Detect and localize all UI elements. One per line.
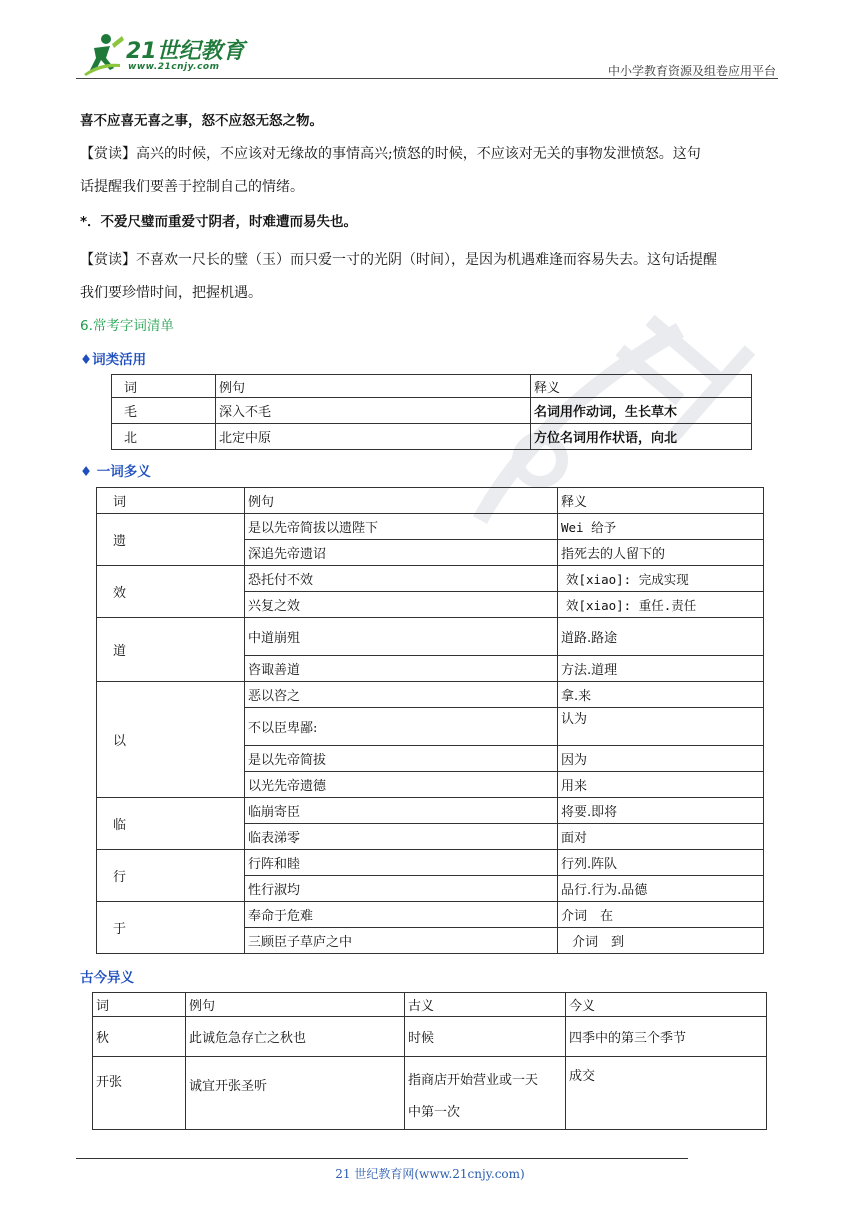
example-cell: 中道崩殂 — [245, 618, 558, 656]
ancient-meaning-cell — [405, 1057, 566, 1130]
table-row — [97, 798, 764, 824]
header-cell: 词 — [97, 488, 245, 514]
table-row — [112, 398, 752, 424]
table-header-row — [112, 375, 752, 398]
table-row — [93, 1057, 767, 1130]
appreciation-line: 【赏读】高兴的时候，不应该对无缘故的事情高兴;愤怒的时候，不应该对无关的事物发泄愤怒。这句 — [80, 146, 701, 162]
example-cell: 临崩寄臣 — [245, 798, 558, 824]
header-cell: 例句 — [216, 375, 531, 398]
word-cell: 效 — [97, 566, 245, 618]
meaning-cell: 将要.即将 — [558, 798, 764, 824]
meaning-cell: 方位名词用作状语，向北 — [531, 424, 752, 450]
example-cell: 以光先帝遗德 — [245, 772, 558, 798]
quote-1 — [80, 105, 780, 204]
header-cell: 例句 — [186, 993, 405, 1017]
example-cell: 临表涕零 — [245, 824, 558, 850]
appreciation-line: 【赏读】不喜欢一尺长的璧（玉）而只爱一寸的光阴（时间），是因为机遇难逢而容易失去。这句话提醒 — [80, 252, 717, 268]
word-cell: 毛 — [112, 398, 216, 424]
meaning-cell: 介词 到 — [558, 928, 764, 954]
polysemy-heading: ♦ 一词多义 — [80, 464, 151, 480]
ancient-meaning-line: 指商店开始营业或一天 — [408, 1073, 539, 1088]
word-cell: 北 — [112, 424, 216, 450]
meaning-cell: 效[xiao]: 完成实现 — [558, 566, 764, 592]
appreciation-line: 话提醒我们要善于控制自己的情绪。 — [80, 179, 304, 195]
meaning-cell: 名词用作动词，生长草木 — [531, 398, 752, 424]
word-cell: 临 — [97, 798, 245, 850]
table-row — [97, 682, 764, 708]
quote-text: *．不爱尺璧而重爱寸阴者，时难遭而易失也。 — [80, 214, 358, 230]
table-row — [97, 902, 764, 928]
page-header — [76, 28, 776, 80]
appreciation-line: 我们要珍惜时间，把握机遇。 — [80, 285, 262, 301]
word-class-table-wrap — [111, 374, 752, 453]
modern-meaning-cell: 成交 — [566, 1057, 767, 1130]
example-cell: 诚宜开张圣听 — [186, 1057, 405, 1130]
example-cell: 此诚危急存亡之秋也 — [186, 1017, 405, 1057]
meaning-cell: 面对 — [558, 824, 764, 850]
quote-2 — [80, 206, 780, 310]
section-title: 6.常考字词清单 — [80, 318, 174, 334]
table-header-row — [93, 993, 767, 1017]
table-row — [93, 1017, 767, 1057]
meaning-cell: 方法.道理 — [558, 656, 764, 682]
meaning-cell: 行列.阵队 — [558, 850, 764, 876]
site-tagline: 中小学教育资源及组卷应用平台 — [607, 64, 776, 78]
meaning-cell: 指死去的人留下的 — [558, 540, 764, 566]
meaning-cell: 品行.行为.品德 — [558, 876, 764, 902]
word-cell: 秋 — [93, 1017, 186, 1057]
footer-text[interactable]: 21 世纪教育网(www.21cnjy.com) — [335, 1167, 525, 1181]
ancient-meaning-line: 中第一次 — [408, 1105, 461, 1120]
example-cell: 兴复之效 — [245, 592, 558, 618]
header-cell: 释义 — [558, 488, 764, 514]
meaning-cell: 拿.来 — [558, 682, 764, 708]
header-cell: 今义 — [566, 993, 767, 1017]
example-cell: 是以先帝简拔 — [245, 746, 558, 772]
word-cell: 于 — [97, 902, 245, 954]
modern-meaning-cell: 四季中的第三个季节 — [566, 1017, 767, 1057]
header-cell: 释义 — [531, 375, 752, 398]
word-class-heading: ♦词类活用 — [80, 352, 147, 368]
word-cell: 以 — [97, 682, 245, 798]
example-cell: 深入不毛 — [216, 398, 531, 424]
logo-url: www.21cnjy.com — [128, 62, 220, 72]
meaning-cell: 道路.路途 — [558, 618, 764, 656]
meaning-cell: 因为 — [558, 746, 764, 772]
site-logo[interactable] — [76, 28, 246, 80]
ancient-meaning-cell: 时候 — [405, 1017, 566, 1057]
running-man-icon — [76, 30, 126, 80]
example-cell: 咨诹善道 — [245, 656, 558, 682]
example-cell: 深追先帝遗诏 — [245, 540, 558, 566]
word-cell: 行 — [97, 850, 245, 902]
ancient-modern-table-wrap — [92, 992, 768, 1120]
table-row — [112, 424, 752, 450]
example-cell: 是以先帝简拔以遗陛下 — [245, 514, 558, 540]
header-cell: 古义 — [405, 993, 566, 1017]
example-cell: 恐托付不效 — [245, 566, 558, 592]
word-class-table — [111, 374, 752, 450]
header-cell: 词 — [93, 993, 186, 1017]
table-row — [97, 566, 764, 592]
word-cell: 道 — [97, 618, 245, 682]
example-cell: 行阵和睦 — [245, 850, 558, 876]
logo-text: 21世纪教育 — [126, 39, 245, 64]
polysemy-table — [96, 487, 764, 954]
header-cell: 例句 — [245, 488, 558, 514]
word-cell: 遗 — [97, 514, 245, 566]
meaning-cell: 用来 — [558, 772, 764, 798]
meaning-cell: 效[xiao]: 重任.责任 — [558, 592, 764, 618]
example-cell: 性行淑均 — [245, 876, 558, 902]
ancient-modern-table — [92, 992, 767, 1130]
example-cell: 三顾臣子草庐之中 — [245, 928, 558, 954]
example-cell: 不以臣卑鄙: — [245, 708, 558, 746]
header-divider — [76, 78, 778, 79]
table-row — [97, 514, 764, 540]
footer-divider — [76, 1158, 688, 1159]
example-cell: 北定中原 — [216, 424, 531, 450]
meaning-cell: 认为 — [558, 708, 764, 746]
example-cell: 奉命于危难 — [245, 902, 558, 928]
meaning-cell: 介词 在 — [558, 902, 764, 928]
table-header-row — [97, 488, 764, 514]
table-row — [97, 850, 764, 876]
meaning-cell: Wei 给予 — [558, 514, 764, 540]
header-cell: 词 — [112, 375, 216, 398]
quote-text: 喜不应喜无喜之事，怒不应怒无怒之物。 — [80, 113, 323, 129]
example-cell: 恶以咨之 — [245, 682, 558, 708]
table-row — [97, 618, 764, 656]
word-cell: 开张 — [93, 1057, 186, 1130]
ancient-modern-heading: 古今异义 — [80, 970, 134, 986]
